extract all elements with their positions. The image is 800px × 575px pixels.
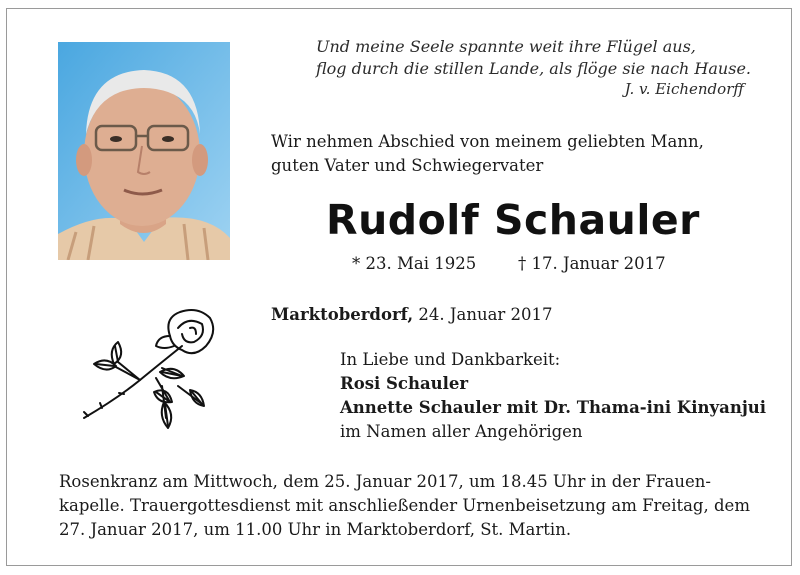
mourners <box>340 348 766 444</box>
portrait-photo <box>58 42 230 260</box>
intro-text <box>271 130 704 178</box>
quote-line: Und meine Seele spannte weit ihre Flügel aus, <box>316 37 696 56</box>
mourner-name: Annette Schauler mit Dr. Thama-ini Kinyanjui <box>340 398 767 417</box>
deceased-name: Rudolf Schauler <box>326 196 700 244</box>
death-date: † 17. Januar 2017 <box>518 254 666 273</box>
mourner-name: Rosi Schauler <box>340 374 469 393</box>
quote-author: J. v. Eichendorff <box>624 80 744 98</box>
mourners-closing: im Namen aller Angehörigen <box>340 422 583 441</box>
service-line: Rosenkranz am Mittwoch, dem 25. Januar 2017, um 18.45 Uhr in der Frauen- <box>59 472 711 491</box>
quote <box>316 36 751 80</box>
rose-icon <box>78 306 218 432</box>
date: 24. Januar 2017 <box>413 305 553 324</box>
service-line: 27. Januar 2017, um 11.00 Uhr in Marktoberdorf, St. Martin. <box>59 520 572 539</box>
place-date <box>271 305 553 324</box>
quote-line: flog durch die stillen Lande, als flöge sie nach Hause. <box>316 59 751 78</box>
intro-line: guten Vater und Schwiegervater <box>271 156 544 175</box>
place: Marktoberdorf, <box>271 305 414 324</box>
intro-line: Wir nehmen Abschied von meinem geliebten Mann, <box>271 132 704 151</box>
mourners-heading: In Liebe und Dankbarkeit: <box>340 350 561 369</box>
service-info <box>59 470 750 542</box>
service-line: kapelle. Trauergottesdienst mit anschließender Urnenbeisetzung am Freitag, dem <box>59 496 750 515</box>
birth-date: * 23. Mai 1925 <box>352 254 477 273</box>
